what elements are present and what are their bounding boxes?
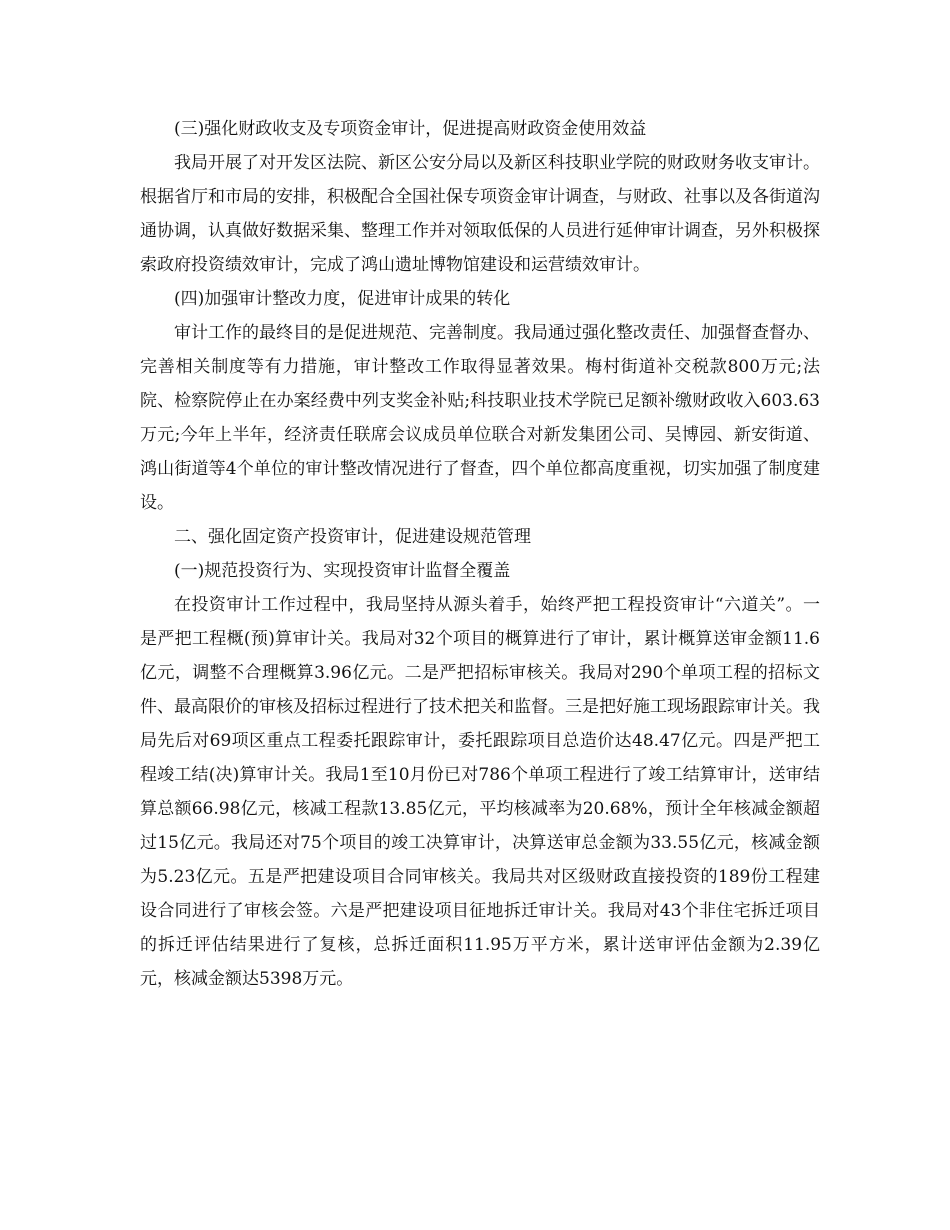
paragraph-investment-audit: 在投资审计工作过程中，我局坚持从源头着手，始终严把工程投资审计“六道关”。一是严把工程概(预)算审计关。我局对32个项目的概算进行了审计，累计概算送审金额11.6亿元，调整不合理概算3.96亿元。二是严把招标审核关。我局对290个单项工程的招标文件、最高限价的审核及招标过程进行了技术把关和监督。三是把好施工现场跟踪审计关。我局先后对69项区重点工程委托跟踪审计，委托跟踪项目总造价达48.47亿元。四是严把工程竣工结(决)算审计关。我局1至10月份已对786个单项工程进行了竣工结算审计，送审结算总额66.98亿元，核减工程款13.85亿元，平均核减率为20.68%，预计全年核减金额超过15亿元。我局还对75个项目的竣工决算审计，决算送审总金额为33.55亿元，核减金额为5.23亿元。五是严把建设项目合同审核关。我局共对区级财政直接投资的189份工程建设合同进行了审核会签。六是严把建设项目征地拆迁审计关。我局对43个非住宅拆迁项目的拆迁评估结果进行了复核，总拆迁面积11.95万平方米，累计送审评估金额为2.39亿元，核减金额达5398万元。 [140,595,820,989]
paragraph-fiscal-audit: 我局开展了对开发区法院、新区公安分局以及新区科技职业学院的财政财务收支审计。根据省厅和市局的安排，积极配合全国社保专项资金审计调查，与财政、社事以及各街道沟通协调，认真做好数据采集、整理工作并对领取低保的人员进行延伸审计调查，另外积极探索政府投资绩效审计，完成了鸿山遗址博物馆建设和运营绩效审计。 [140,153,820,275]
section-heading-rectification: (四)加强审计整改力度，促进审计成果的转化 [174,289,511,309]
subsection-heading-investment-coverage: (一)规范投资行为、实现投资审计监督全覆盖 [174,561,511,581]
document-body [140,112,820,996]
paragraph-rectification: 审计工作的最终目的是促进规范、完善制度。我局通过强化整改责任、加强督查督办、完善相关制度等有力措施，审计整改工作取得显著效果。梅村街道补交税款800万元;法院、检察院停止在办案经费中列支奖金补贴;科技职业技术学院已足额补缴财政收入603.63万元;今年上半年，经济责任联席会议成员单位联合对新发集团公司、吴博园、新安街道、鸿山街道等4个单位的审计整改情况进行了督查，四个单位都高度重视，切实加强了制度建设。 [140,323,820,513]
section-heading-fiscal-audit: (三)强化财政收支及专项资金审计，促进提高财政资金使用效益 [174,119,647,139]
section-heading-investment-audit: 二、强化固定资产投资审计，促进建设规范管理 [174,527,531,547]
